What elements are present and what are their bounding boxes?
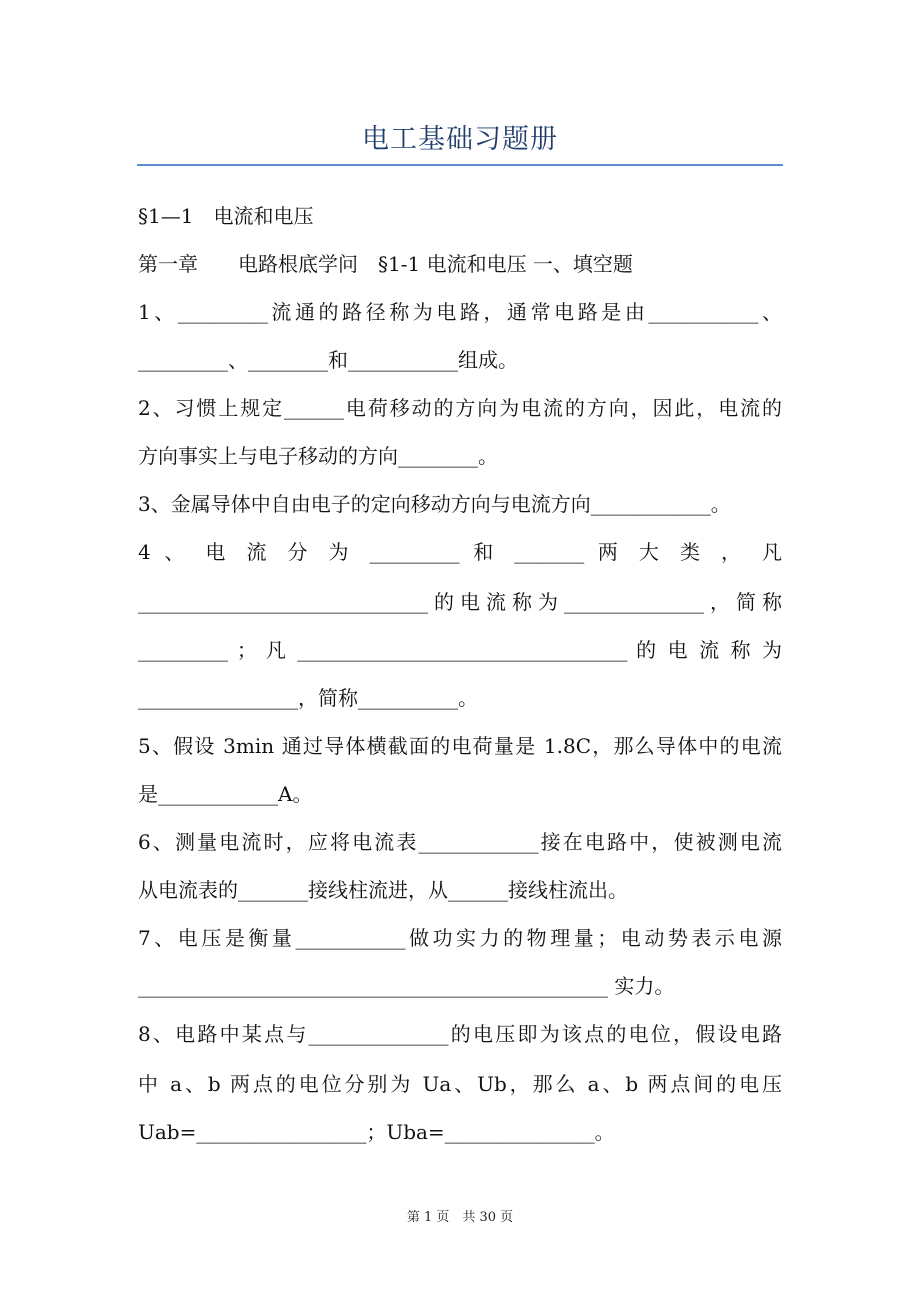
question-5-line-2: 是____________A。: [138, 782, 313, 806]
question-7-line-1: 7、电压是衡量___________做功实力的物理量；电动势表示电源: [138, 926, 782, 950]
chapter-heading: 第一章 电路根底学问 §1-1 电流和电压 一、填空题: [138, 252, 633, 276]
section-heading: §1—1 电流和电压: [138, 204, 314, 228]
question-5-line-1: 5、假设 3min 通过导体横截面的电荷量是 1.8C，那么导体中的电流: [138, 734, 782, 758]
question-8-line-3: Uab=_________________；Uba=_______________。: [138, 1120, 615, 1144]
question-7-line-2: _______________________________________________ 实力。: [138, 974, 675, 998]
question-4-line-2: _____________________________的电流称为______________，简称: [138, 590, 782, 614]
question-4-line-4: ________________，简称__________。: [138, 686, 478, 710]
question-4-line-3: _________ ； 凡 _________________________________ 的 电 流 称 为: [138, 638, 782, 662]
question-2-line-2: 方向事实上与电子移动的方向________。: [138, 444, 498, 468]
question-4-line-1: 4 、 电 流 分 为 _________ 和 _______ 两 大 类 ， 凡: [138, 540, 782, 564]
question-3: 3、金属导体中自由电子的定向移动方向与电流方向____________。: [138, 492, 731, 516]
question-8-line-1: 8、电路中某点与______________的电压即为该点的电位，假设电路: [138, 1022, 782, 1046]
question-1-line-2: _________、________和___________组成。: [138, 348, 518, 372]
question-2-line-1: 2、习惯上规定______电荷移动的方向为电流的方向，因此，电流的: [138, 396, 782, 420]
question-6-line-1: 6、测量电流时，应将电流表____________接在电路中，使被测电流: [138, 830, 782, 854]
question-6-line-2: 从电流表的_______接线柱流进，从______接线柱流出。: [138, 878, 628, 902]
title-divider: [137, 164, 783, 166]
question-8-line-2: 中 a、b 两点的电位分别为 Ua、Ub，那么 a、b 两点间的电压: [138, 1072, 782, 1096]
question-1-line-1: 1、_________流通的路径称为电路，通常电路是由___________、: [138, 300, 782, 324]
document-title: 电工基础习题册: [362, 124, 558, 155]
page-number: 第 1 页 共 30 页: [406, 1210, 514, 1225]
